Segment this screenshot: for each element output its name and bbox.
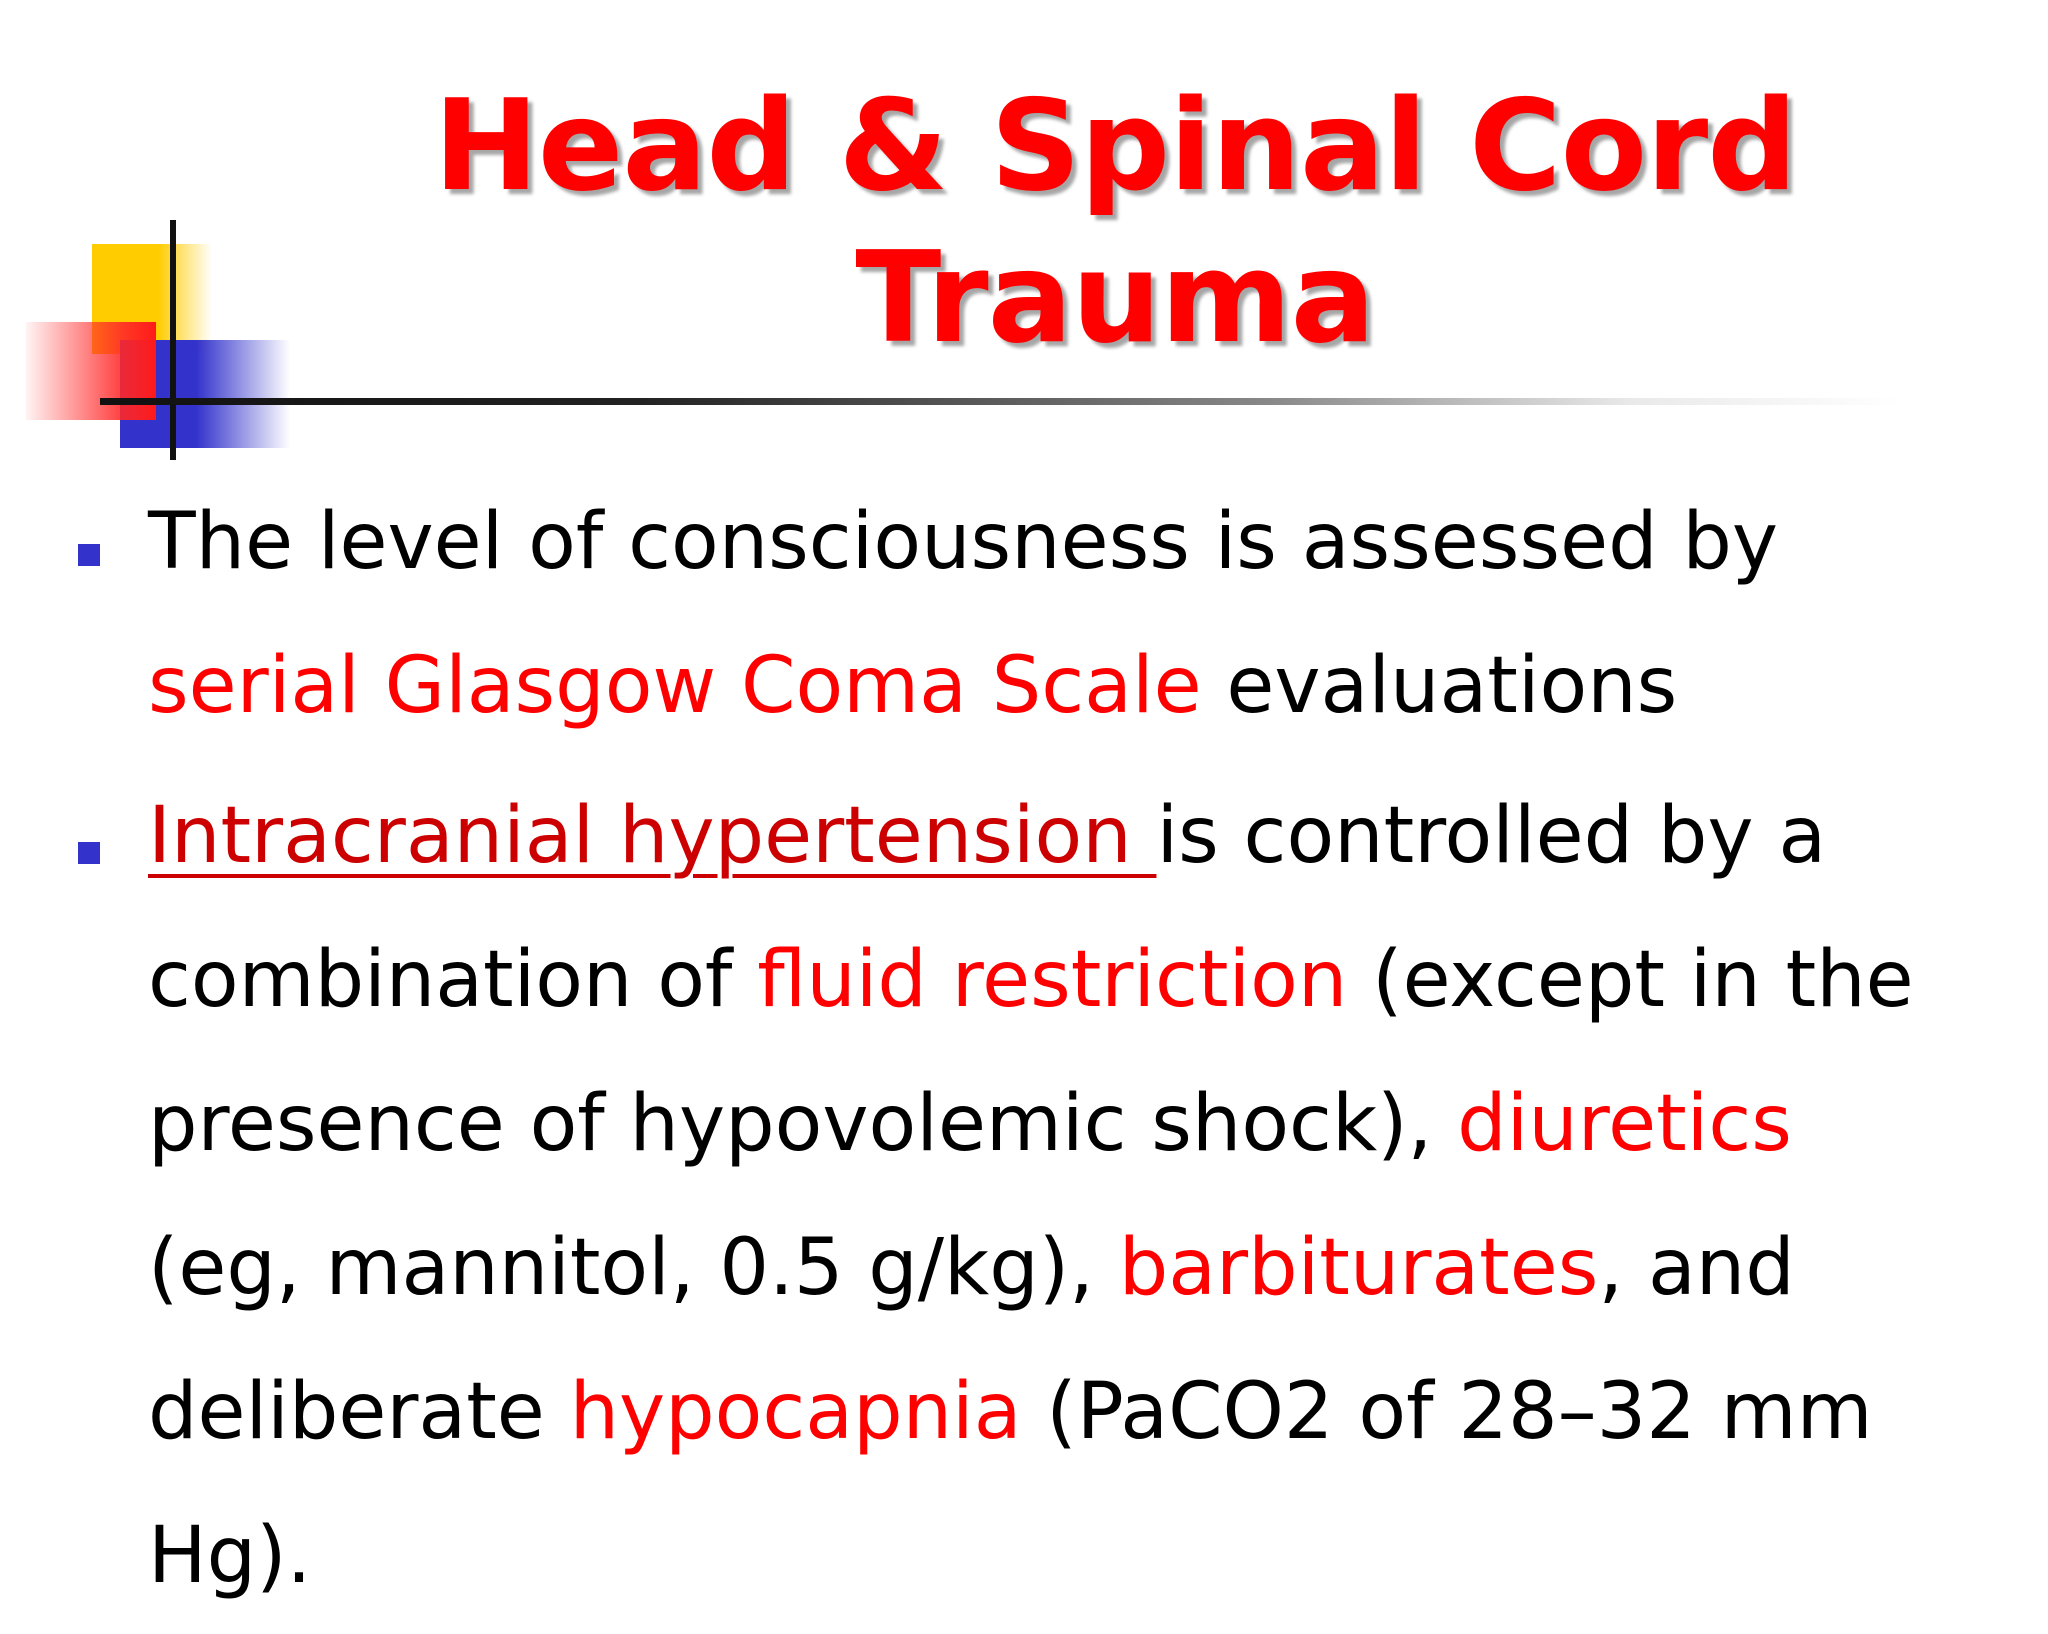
bullet-list <box>0 470 2048 1634</box>
bullet-text: , and deliberate <box>148 1223 1795 1457</box>
title-divider-line <box>100 398 1900 405</box>
hyperlink-intracranial-hypertension[interactable]: Intracranial hypertension <box>148 791 1157 881</box>
highlight-text: fluid restriction <box>757 935 1348 1025</box>
slide-title-line-2: Trauma <box>855 224 1375 371</box>
slide-title-line-1: Head & Spinal Cord <box>433 72 1797 219</box>
highlight-text: hypocapnia <box>569 1367 1022 1457</box>
bullet-item <box>0 470 2048 758</box>
bullet-text: evaluations <box>1201 641 1678 731</box>
bullet-text: is controlled by a combination of <box>148 791 1827 1025</box>
square-bullet-icon <box>78 842 100 864</box>
bullet-item <box>0 764 2048 1628</box>
highlight-text: serial Glasgow Coma Scale <box>148 641 1202 731</box>
square-bullet-icon <box>78 544 100 566</box>
bullet-text: (eg, mannitol, 0.5 g/kg), <box>148 1223 1119 1313</box>
bullet-text: (PaCO2 of 28–32 mm Hg). <box>148 1367 1873 1601</box>
logo-vertical-line <box>170 220 176 460</box>
bullet-text: The level of consciousness is assessed by <box>148 497 1779 587</box>
bullet-text: (except in the presence of hypovolemic shock), <box>148 935 1914 1169</box>
logo-red-square <box>26 322 156 420</box>
highlight-text: diuretics <box>1457 1079 1792 1169</box>
highlight-text: barbiturates <box>1118 1223 1599 1313</box>
slide-title <box>430 70 1800 374</box>
